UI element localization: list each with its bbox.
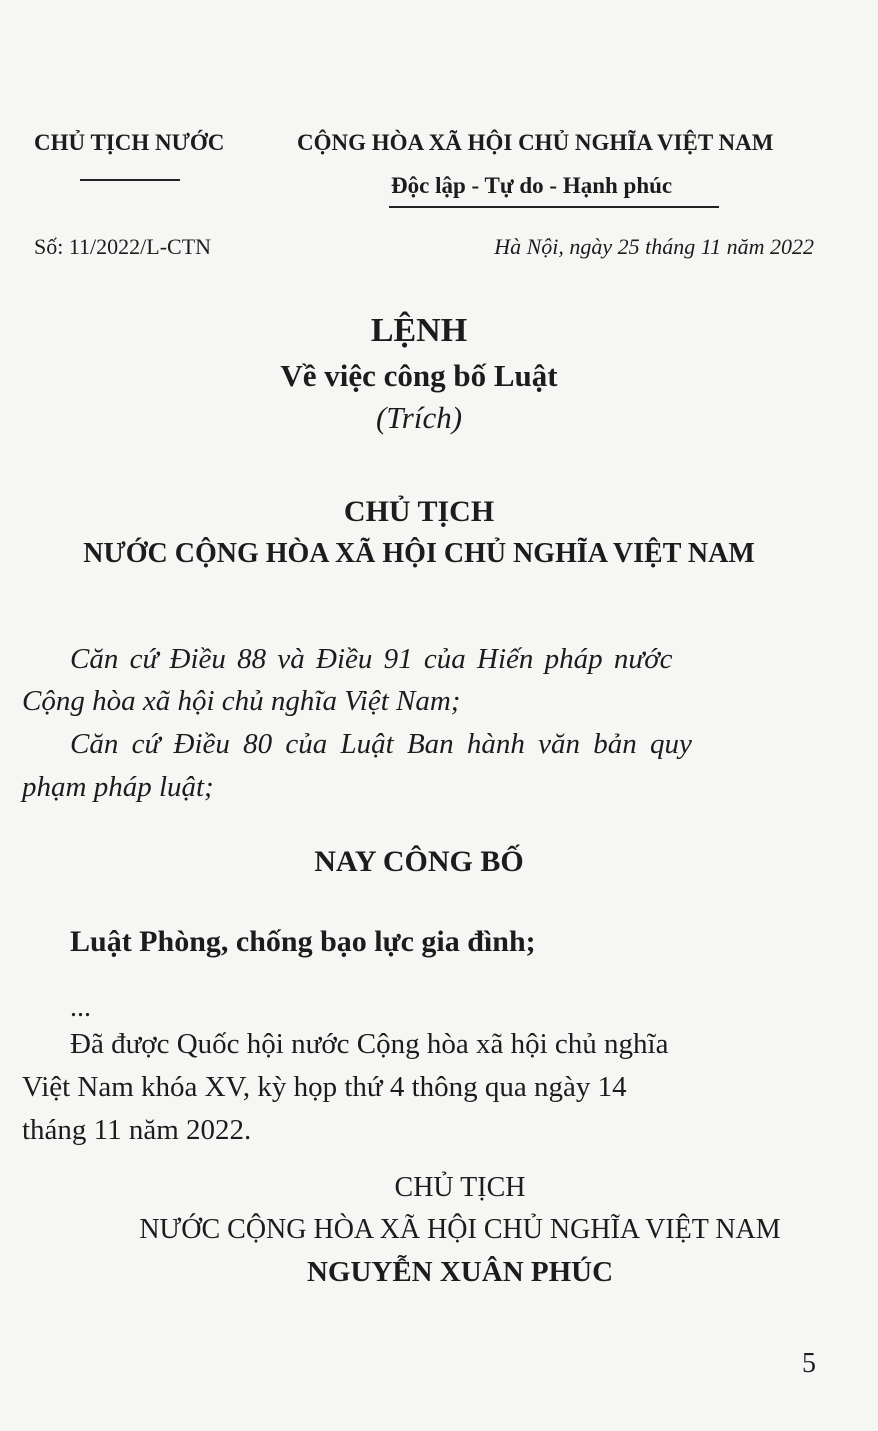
signature-nation: NƯỚC CỘNG HÒA XÃ HỘI CHỦ NGHĨA VIỆT NAM xyxy=(139,1214,781,1245)
authority-nation: NƯỚC CỘNG HÒA XÃ HỘI CHỦ NGHĨA VIỆT NAM xyxy=(83,538,755,569)
place-date: Hà Nội, ngày 25 tháng 11 năm 2022 xyxy=(494,234,814,259)
document-subtitle: Về việc công bố Luật xyxy=(280,358,558,393)
basis-1-line-2: Cộng hòa xã hội chủ nghĩa Việt Nam; xyxy=(22,685,461,717)
adoption-line-3: tháng 11 năm 2022. xyxy=(22,1114,252,1146)
ellipsis: ... xyxy=(70,992,91,1023)
page-number: 5 xyxy=(802,1348,816,1379)
adoption-line-2: Việt Nam khóa XV, kỳ họp thứ 4 thông qua ngày 14 xyxy=(22,1071,627,1103)
document-number: Số: 11/2022/L-CTN xyxy=(34,234,212,259)
authority-title: CHỦ TỊCH xyxy=(343,495,495,528)
adoption-line-1: Đã được Quốc hội nước Cộng hòa xã hội chủ nghĩa xyxy=(70,1028,669,1060)
motto-underline xyxy=(389,206,719,208)
basis-2-line-2: phạm pháp luật; xyxy=(22,771,214,803)
document-title: LỆNH xyxy=(370,312,468,349)
law-name: Luật Phòng, chống bạo lực gia đình; xyxy=(70,925,536,958)
nation-label: CỘNG HÒA XÃ HỘI CHỦ NGHĨA VIỆT NAM xyxy=(297,130,774,155)
basis-1-line-1: Căn cứ Điều 88 và Điều 91 của Hiến pháp nước xyxy=(70,643,673,675)
signature-title: CHỦ TỊCH xyxy=(394,1172,526,1203)
issuer-label: CHỦ TỊCH NƯỚC xyxy=(34,130,225,155)
issuer-underline xyxy=(80,179,180,181)
document-note: (Trích) xyxy=(375,400,463,435)
basis-2-line-1: Căn cứ Điều 80 của Luật Ban hành văn bản quy xyxy=(70,728,692,760)
motto: Độc lập - Tự do - Hạnh phúc xyxy=(391,173,673,198)
announce-heading: NAY CÔNG BỐ xyxy=(314,845,524,878)
signer-name: NGUYỄN XUÂN PHÚC xyxy=(306,1256,614,1288)
